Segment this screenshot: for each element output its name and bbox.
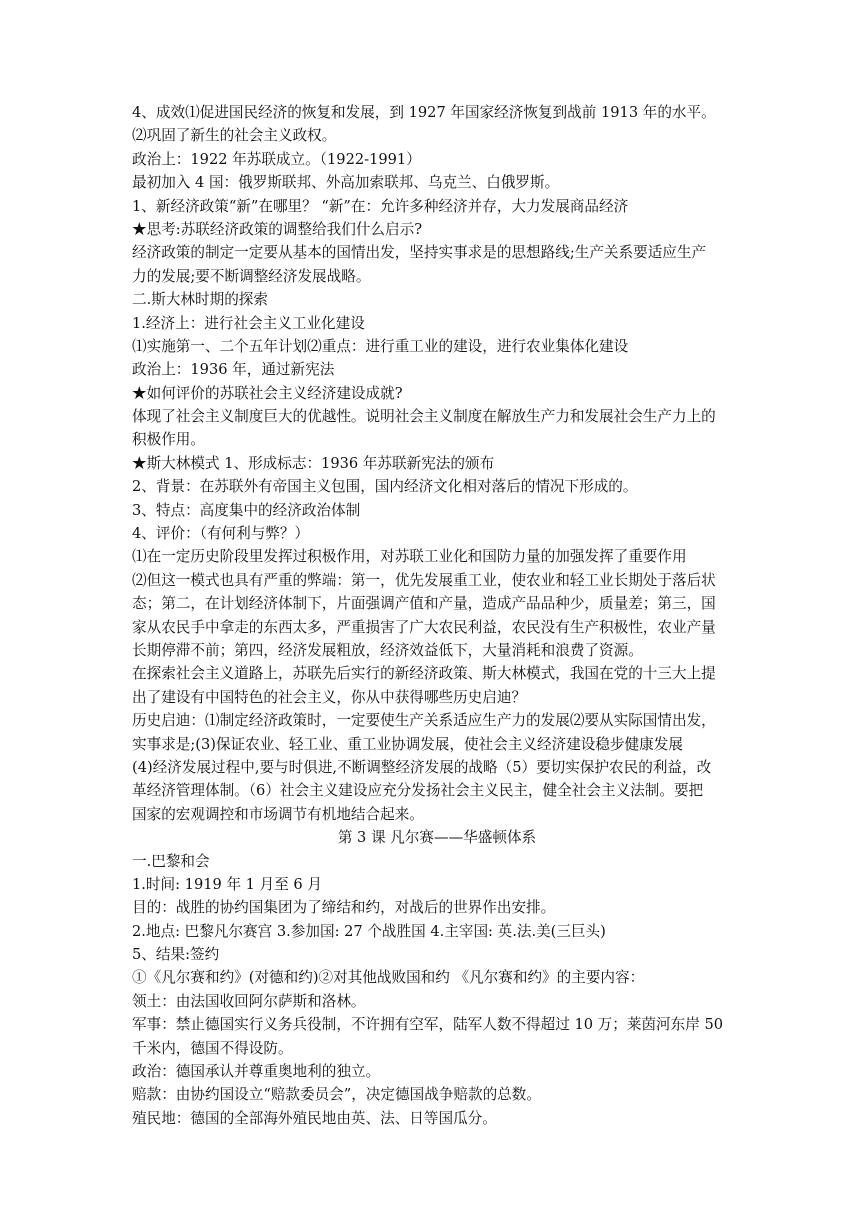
lesson-title: 第 3 课 凡尔赛——华盛顿体系 xyxy=(337,829,537,847)
text-line: 1、新经济政策“新”在哪里？ “新”在：允许多种经济并存，大力发展商品经济 xyxy=(132,197,629,215)
text-line: 力的发展;要不断调整经济发展战略。 xyxy=(132,267,371,285)
section-heading: 二.斯大林时期的探索 xyxy=(132,291,268,309)
text-line: 千米内，德国不得设防。 xyxy=(132,1039,293,1057)
text-line: 军事：禁止德国实行义务兵役制，不许拥有空军，陆军人数不得超过 10 万；莱茵河东岸 50 xyxy=(132,1016,724,1034)
text-line: 4、成效⑴促进国民经济的恢复和发展，到 1927 年国家经济恢复到战前 1913 年的水平。 xyxy=(132,104,716,121)
text-line: 目的：战胜的协约国集团为了缔结和约，对战后的世界作出安排。 xyxy=(132,899,556,917)
text-line: 政治上：1936 年，通过新宪法 xyxy=(132,361,335,379)
text-line: 政治上：1922 年苏联成立。（1922-1991） xyxy=(132,150,421,168)
text-line: 历史启迪：⑴制定经济政策时，一定要使生产关系适应生产力的发展⑵要从实际国情出发， xyxy=(132,712,716,730)
text-line: 政治：德国承认并尊重奥地利的独立。 xyxy=(132,1063,381,1081)
text-line: 实事求是;(3)保证农业、轻工业、重工业协调发展，使社会主义经济建设稳步健康发展 xyxy=(132,735,683,753)
text-line: 体现了社会主义制度巨大的优越性。说明社会主义制度在解放生产力和发展社会生产力上的 xyxy=(132,408,716,426)
document-page xyxy=(132,101,742,1130)
text-line: 3、特点：高度集中的经济政治体制 xyxy=(132,501,361,519)
text-line: 长期停滞不前；第四，经济发展粗放，经济效益低下，大量消耗和浪费了资源。 xyxy=(132,641,643,659)
text-line: ⑴在一定历史阶段里发挥过积极作用，对苏联工业化和国防力量的加强发挥了重要作用 xyxy=(132,548,687,566)
text-line: 1.时间: 1919 年 1 月至 6 月 xyxy=(132,875,322,893)
text-line: 国家的宏观调控和市场调节有机地结合起来。 xyxy=(132,805,424,823)
text-line: ⑵但这一模式也具有严重的弊端：第一，优先发展重工业，使农业和轻工业长期处于落后状 xyxy=(132,571,716,589)
text-line: 4、评价：（有何利与弊？） xyxy=(132,525,310,543)
text-line: 殖民地：德国的全部海外殖民地由英、法、日等国瓜分。 xyxy=(132,1109,497,1127)
text-line: ★斯大林模式 1、形成标志：1936 年苏联新宪法的颁布 xyxy=(132,454,495,472)
text-line: 赔款：由协约国设立“赔款委员会”，决定德国战争赔款的总数。 xyxy=(132,1086,541,1104)
text-line: 家从农民手中拿走的东西太多，严重损害了广大农民利益，农民没有生产积极性，农业产量 xyxy=(132,618,716,636)
text-line: 经济政策的制定一定要从基本的国情出发，坚持实事求是的思想路线;生产关系要适应生产 xyxy=(132,244,707,262)
text-line: ⑴实施第一、二个五年计划⑵重点：进行重工业的建设，进行农业集体化建设 xyxy=(132,337,629,355)
text-line: ★如何评价的苏联社会主义经济建设成就? xyxy=(132,384,403,402)
text-line: ①《凡尔赛和约》(对德和约)②对其他战败国和约 《凡尔赛和约》的主要内容： xyxy=(132,969,645,987)
text-line: 最初加入 4 国：俄罗斯联邦、外高加索联邦、乌克兰、白俄罗斯。 xyxy=(132,174,560,192)
text-line: 革经济管理体制。（6）社会主义建设应充分发扬社会主义民主，健全社会主义法制。要把 xyxy=(132,782,704,800)
text-line: 态；第二，在计划经济体制下，片面强调产值和产量，造成产品品种少，质量差；第三，国 xyxy=(132,595,716,613)
text-line: 1.经济上：进行社会主义工业化建设 xyxy=(132,314,365,332)
text-line: 2、背景：在苏联外有帝国主义包围，国内经济文化相对落后的情况下形成的。 xyxy=(132,478,638,496)
text-line: 领土：由法国收回阿尔萨斯和洛林。 xyxy=(132,992,366,1010)
text-line: 积极作用。 xyxy=(132,431,205,449)
text-line: ⑵巩固了新生的社会主义政权。 xyxy=(132,127,337,145)
text-line: ★思考:苏联经济政策的调整给我们什么启示? xyxy=(132,220,423,238)
text-line: 5、结果:签约 xyxy=(132,946,220,964)
text-line: 2.地点: 巴黎凡尔赛宫 3.参加国: 27 个战胜国 4.主宰国: 英.法.美(三巨头) xyxy=(132,922,606,940)
text-line: 在探索社会主义道路上，苏联先后实行的新经济政策、斯大林模式，我国在党的十三大上提 xyxy=(132,665,716,683)
text-line: (4)经济发展过程中,要与时俱进,不断调整经济发展的战略（5）要切实保护农民的利益，改 xyxy=(132,758,712,776)
section-heading: 一.巴黎和会 xyxy=(132,852,210,870)
text-line: 出了建设有中国特色的社会主义，你从中获得哪些历史启迪？ xyxy=(132,688,527,706)
